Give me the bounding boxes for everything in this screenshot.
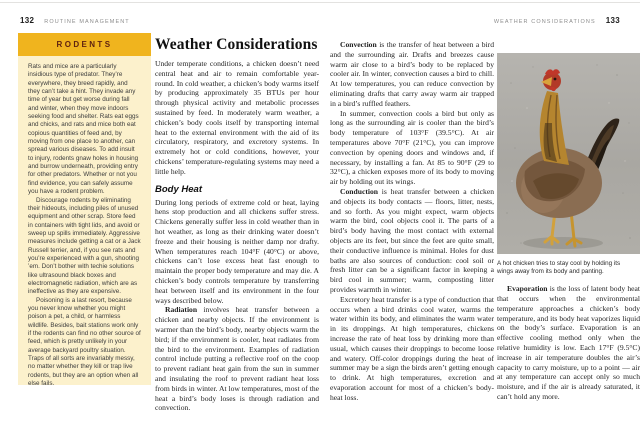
hot-chicken-photo bbox=[497, 53, 640, 254]
conduction-term: Conduction bbox=[340, 186, 378, 196]
rodents-sidebar-titlebar bbox=[18, 33, 151, 56]
running-head-left bbox=[20, 10, 130, 28]
photo-caption: A hot chicken tries to stay cool by holding its wings away from its body and panting. bbox=[497, 260, 621, 276]
rodents-sidebar-box bbox=[18, 33, 151, 388]
paragraph-convection-summer: In summer, convection cools a bird but only as long as the surrounding air is cooler than the bird’s body temperature of 103°F (39.5°C). At air temperatures above 70°F (21°C), you can improve convection by opening doors and windows and, if necessary, by installing a fan. At 85 to 90°F (29 to 32°C), a chicken exposes more of its body to moving air by holding out its wings. bbox=[330, 108, 494, 187]
page-number-right: 133 bbox=[605, 16, 620, 25]
evaporation-term: Evaporation bbox=[507, 284, 548, 294]
running-head-right bbox=[494, 10, 620, 28]
conduction-text: is heat transfer between a chicken and objects its body contacts — floors, litter, nests, and so forth. As you might expect, warm objects warm the bird, cool objects cool it. The parts of a bird’s body having the most contact with external objects are its feet, but since the feet are quite small, their conductive influence is minimal. Holes for dust baths are also sources of conduction: cool soil or fresh litter can be a significant factor in keeping a bird cool in summer; warm, composting litter provides warmth in winter. bbox=[330, 186, 494, 294]
rodents-paragraph-3: Poisoning is a last resort, because you never know whether you might poison a pet, a child, or harmless wildlife. Besides, bait stations work only if the rodents can find no other source of feed, which is pretty unlikely in your average backyard poultry situation. Traps of all sorts are invariably messy, no matter whether they kill or trap live rodents, but they are an option when all else fails. bbox=[28, 296, 141, 388]
article-column-right bbox=[330, 40, 494, 402]
radiation-text: involves heat transfer between a chicken and nearby objects. If the environment is warmer than the bird’s body, nearby objects warm the bird; if the environment is cooler, heat radiates from the bird to the environment. Examples of radiation control include putting a reflective roof on the coop to prevent radiant heat gain from the sun in summer and insulating the roof to prevent radiant heat loss from birds in winter. At low temperatures, most of the heat a bird’s body loses is through radiation and convection. bbox=[155, 305, 319, 413]
rodents-sidebar-title: RODENTS bbox=[56, 40, 113, 49]
evaporation-text: is the loss of latent body heat that occurs when the environmental temperature approaches a chicken’s body temperature, and its body heat vaporizes liquid on the body’s surface. Evaporation is an effective cooling method only when the relative humidity is low. Each 17°F (9.5°C) increase in air temperature doubles the air’s capacity to carry moisture, up to a point — air at any temperature can accept only so much moisture, and if the air is already saturated, it can’t hold any more. bbox=[497, 284, 640, 401]
convection-text: is the transfer of heat between a bird and the surrounding air. Drafts and breezes cause warm air close to a bird’s body to be replaced by cooler air. In winter, convection causes a bird to chill. At low temperatures, you can reduce convection by eliminating drafts that carry away warm air trapped in a bird’s ruffled feathers. bbox=[330, 40, 494, 108]
paragraph-convection bbox=[330, 40, 494, 109]
page-top-rule bbox=[0, 2, 640, 3]
subheading-body-heat: Body Heat bbox=[155, 183, 202, 195]
photo-column bbox=[497, 53, 640, 402]
paragraph-excretory: Excretory heat transfer is a type of conduction that occurs when a bird drinks cool water, warms the water within its body, and eliminates the warm water in its droppings. At high temperatures, chickens increase the rate of heat loss by drinking more than usual, which causes their droppings to become loose and watery. Off-color droppings during the heat of summer may be a sign the birds aren’t getting enough to drink. At high temperatures, excretion and evaporation account for most of a chicken’s body-heat loss. bbox=[330, 294, 494, 402]
convection-term: Convection bbox=[340, 40, 377, 49]
running-head-right-label: WEATHER CONSIDERATIONS bbox=[493, 19, 596, 25]
article-column-left bbox=[155, 36, 319, 413]
running-head-left-label: ROUTINE MANAGEMENT bbox=[44, 19, 130, 25]
rodents-paragraph-2: Discourage rodents by eliminating their hideouts, including piles of unused equipment and other scrap. Store feed in containers with tight lids, and avoid or sweep up spills immediately. Aggressive measures include getting a cat or a Jack Russell terrier, and, if you see rats and you’re experienced with a gun, shooting ’em. Don’t bother with techie solutions like ultrasound black boxes and electromagnetic radiation, which are as ineffective as they are expensive. bbox=[28, 196, 141, 296]
paragraph-evaporation bbox=[497, 284, 640, 402]
chicken-shadow bbox=[523, 237, 603, 249]
article-title: Weather Considerations bbox=[155, 36, 318, 53]
paragraph-radiation bbox=[155, 305, 319, 413]
radiation-term: Radiation bbox=[165, 305, 198, 315]
paragraph-conduction bbox=[330, 187, 494, 295]
page-number-left: 132 bbox=[20, 16, 35, 25]
paragraph-body-heat: During long periods of extreme cold or heat, laying hens stop production and all chickens suffer stress. Chickens generally suffer less in cold weather than in hot weather, as long as their drinking water doesn’t freeze and their housing is neither damp nor drafty. When temperatures reach 104°F (40°C) or above, chickens can’t lose excess heat fast enough to maintain the proper body temperature and may die. A chicken’s body controls temperature by transferring heat between itself and its environment in the four ways described below. bbox=[155, 197, 319, 305]
paragraph-intro: Under temperate conditions, a chicken doesn’t need central heat and air to remain comfortable year-round. In cold weather, a chicken’s body warms itself by producing approximately 35 BTUs per hour through physical activity and metabolic processes sustained by feed. In moderately warm weather, a chicken’s body cools itself by transporting internal heat to the external environment with the aid of its circulatory, respiratory, and excretory systems. In extremely hot or cold conditions, however, your chickens’ temperature-regulating systems may need a little help. bbox=[155, 59, 319, 176]
rodents-paragraph-1: Rats and mice are a particularly insidious type of predator. They’re everywhere, they breed rapidly, and they can’t take a hint. They invade any time of year but get worse during fall and winter, when they move indoors seeking food and shelter. Rats eat eggs and chicks, and rats and mice both eat copious quantities of feed and, by moving from one place to another, can spread various diseases. To add insult to injury, rodents gnaw holes in housing and burrow underneath, providing entry for other predators. Whether or not you find evidence, you can safely assume you have a rodent problem. bbox=[28, 63, 139, 196]
rodents-sidebar-body bbox=[18, 56, 151, 388]
